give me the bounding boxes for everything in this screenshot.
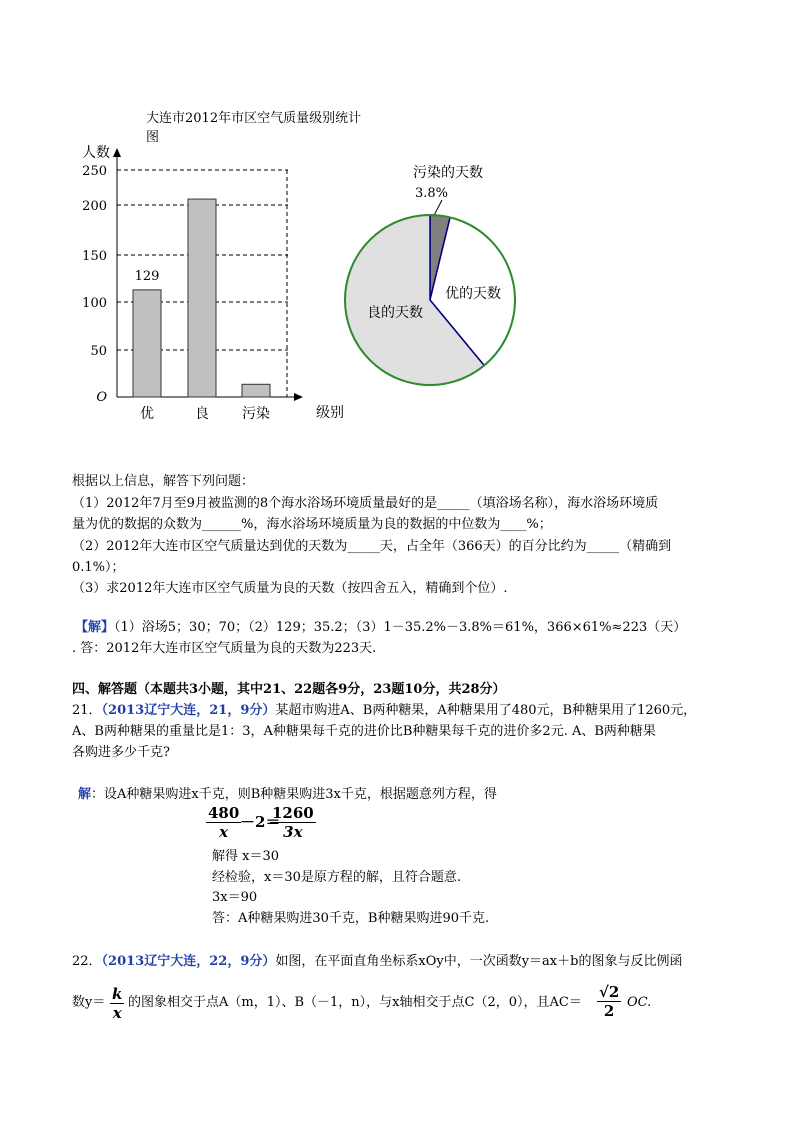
- p22-text1: 如图，在平面直角坐标系xOy中，一次函数y＝ax＋b的图象与反比例函: [275, 954, 683, 969]
- p21-source: （2013辽宁大连，21，9分）: [101, 703, 276, 718]
- p21-answer: 答：A种糖果购进30千克，B种糖果购进90千克.: [212, 911, 490, 926]
- p22-line2-mid: 的图象相交于点A（m，1）、B（－1，n），与x轴相交于点C（2，0），且AC＝: [128, 995, 582, 1010]
- p21-line1: [72, 704, 696, 717]
- p22-line2-pre: 数y＝: [72, 995, 106, 1010]
- p21-line3: 各购进多少千克?: [72, 745, 170, 760]
- y-tick-label-4: 50: [90, 344, 107, 359]
- p22-two: 2: [603, 1002, 615, 1020]
- eq-den2: 3x: [283, 823, 303, 841]
- answer20-text: （1）浴场5；30；70；（2）129；35.2；（3）1－35.2%－3.8%＝61%，366×61%≈223（天）: [114, 620, 687, 635]
- q1-line2: 量为优的数据的众数为______%，海水浴场环境质量为良的数据的中位数为____%；: [72, 517, 552, 532]
- p22-fraction-sqrt2-over-2: [597, 983, 621, 1020]
- y-axis-label: 人数: [82, 145, 110, 161]
- bar-data-label: 129: [134, 269, 160, 284]
- bar-chart: [60, 145, 350, 435]
- p22-x: x: [112, 1004, 122, 1022]
- p21-solution-line1: [78, 788, 497, 801]
- bar-1: [188, 199, 216, 397]
- p21-sol-text: ：设A种糖果购进x千克，则B种糖果购进3x千克，根据题意列方程，得: [91, 787, 497, 802]
- answer20-line1: [75, 621, 686, 634]
- p22-source: （2013辽宁大连，22，9分）: [101, 954, 276, 969]
- bar-chart-title-line1: 大连市2012年市区空气质量级别统计: [146, 111, 362, 126]
- pie-label-excellent: 优的天数: [445, 286, 501, 302]
- p22-fraction-k-over-x: [110, 985, 124, 1022]
- p21-line2: A、B两种糖果的重量比是1：3，A种糖果每千克的进价比B种糖果每千克的进价多2元. A、B两种糖果: [72, 724, 656, 739]
- x-category-label-1: 良: [195, 406, 209, 422]
- y-tick-label-3: 100: [82, 296, 107, 311]
- y-tick-label-2: 150: [82, 249, 107, 264]
- p22-k: k: [112, 985, 123, 1003]
- eq-mid: －2＝: [240, 813, 281, 831]
- p21-num: 21．: [72, 703, 102, 718]
- p22-sqrt2: √2: [599, 983, 620, 1001]
- origin-label: O: [96, 390, 107, 405]
- p22-num: 22．: [72, 954, 102, 969]
- bar-2: [242, 384, 270, 397]
- questions-intro: 根据以上信息，解答下列问题：: [72, 474, 255, 489]
- q2-line2: 0.1%）；: [72, 560, 125, 575]
- pie-label-polluted-pct: 3.8%: [415, 186, 449, 201]
- q2-line1: （2）2012年大连市区空气质量达到优的天数为_____天，占全年（366天）的百分比约为_____（精确到: [72, 539, 672, 554]
- bar-0: [133, 290, 161, 397]
- eq-fraction-2: [270, 804, 316, 841]
- eq-fraction-1: [206, 804, 241, 841]
- p21-sol-tag: 解: [78, 787, 92, 802]
- p21-check: 经检验，x＝30是原方程的解，且符合题意.: [212, 870, 462, 885]
- y-tick-label-0: 250: [82, 164, 107, 179]
- x-category-label-2: 污染: [242, 406, 270, 422]
- x-axis-label: 级别: [316, 405, 344, 421]
- answer20-line2: . 答：2012年大连市区空气质量为良的天数为223天.: [72, 641, 377, 656]
- eq-num2: 1260: [272, 804, 314, 822]
- q1-line1: （1）2012年7月至9月被监测的8个海水浴场环境质量最好的是_____（填浴场名称），海水浴场环境质: [72, 496, 659, 511]
- y-tick-label-1: 200: [82, 199, 107, 214]
- eq-num1: 480: [208, 804, 240, 822]
- bar-chart-title-line2: 图: [146, 130, 160, 145]
- p21-text1: 某超市购进A、B两种糖果，A种糖果用了480元，B种糖果用了1260元，: [275, 703, 697, 718]
- p22-line2-post: OC.: [627, 995, 652, 1010]
- answer20-tag: 【解】: [75, 620, 115, 635]
- eq-den1: x: [219, 823, 229, 841]
- pie-label-good: 良的天数: [367, 305, 423, 321]
- p21-solve: 解得 x＝30: [212, 849, 280, 864]
- pie-chart: [335, 155, 535, 390]
- pie-label-polluted: 污染的天数: [413, 165, 483, 181]
- x-category-label-0: 优: [140, 406, 154, 422]
- p22-line1: [72, 955, 682, 968]
- p21-mult: 3x＝90: [212, 890, 258, 905]
- section4-heading: 四、解答题（本题共3小题，其中21、22题各9分，23题10分，共28分）: [72, 682, 506, 697]
- q3: （3）求2012年大连市区空气质量为良的天数（按四舍五入，精确到个位）.: [72, 581, 508, 596]
